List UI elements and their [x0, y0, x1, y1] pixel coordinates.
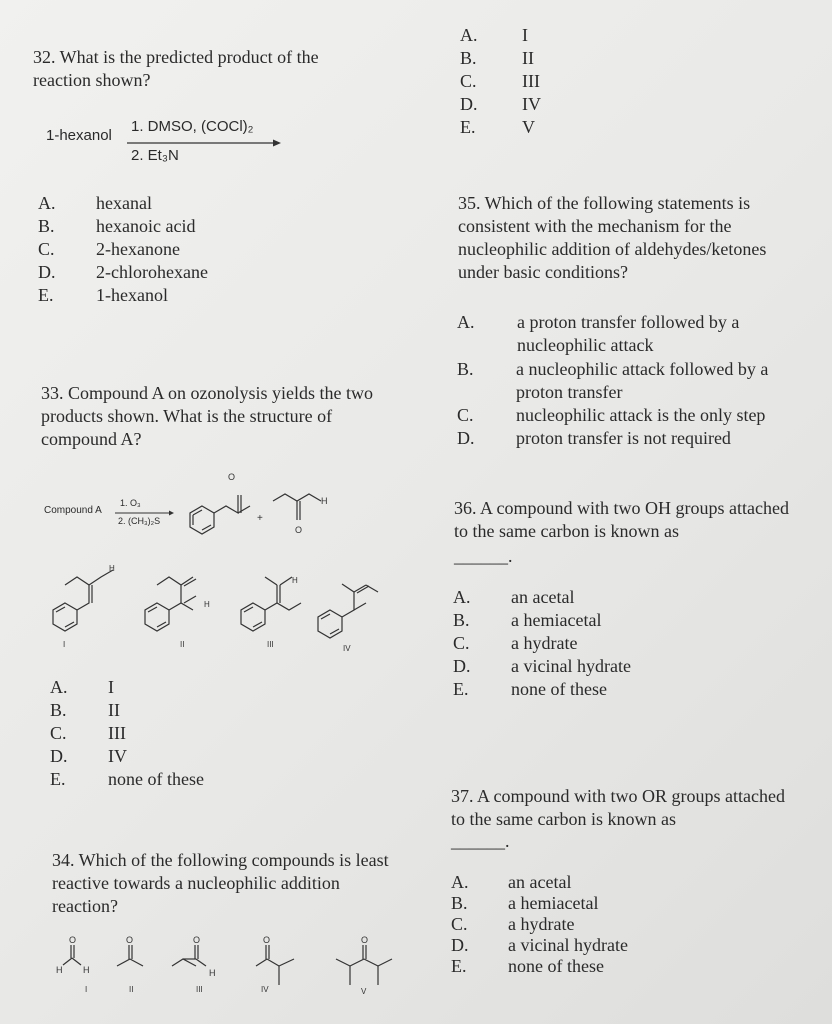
q33-option-e: none of these: [108, 769, 204, 789]
q35-option-a: a proton transfer followed by a nucleophilic attack: [517, 312, 740, 355]
q37-option-e: none of these: [508, 956, 604, 976]
q32-option-a: hexanal: [96, 193, 152, 213]
structure-label-iv: IV: [261, 985, 269, 994]
q33-option-d: IV: [108, 746, 127, 766]
product1-oxygen-label: O: [228, 472, 236, 482]
product2-oxygen-label: O: [295, 525, 303, 535]
structure-i: [53, 570, 113, 631]
structure-label-ii: II: [180, 640, 185, 649]
structure-i-hydrogen: H: [109, 564, 115, 573]
q36-stem: 36. A compound with two OH groups attached to the same carbon is known as: [454, 498, 789, 541]
q33-letter-b: B.: [50, 700, 67, 720]
q34-option-a: I: [522, 25, 528, 45]
structure-label-i: I: [63, 640, 66, 649]
q32-letter-a: A.: [38, 193, 56, 213]
structure-iv-oxygen: O: [263, 935, 271, 945]
structure-i-hydrogen-right: H: [83, 965, 90, 975]
product2-hydrogen-label: H: [321, 496, 328, 506]
q33-option-c: III: [108, 723, 126, 743]
q35-option-c: nucleophilic attack is the only step: [516, 405, 766, 425]
plus-sign: +: [257, 513, 263, 524]
structure-i-hydrogen-left: H: [56, 965, 63, 975]
q33-compound-label: Compound A: [44, 505, 102, 516]
q37-option-d: a vicinal hydrate: [508, 935, 628, 955]
q35-answer-choices: [457, 311, 817, 451]
q34-structures: [50, 930, 410, 1000]
structure-iv: [256, 945, 294, 985]
q32-letter-b: B.: [38, 216, 55, 236]
structure-iv: [318, 584, 378, 638]
q36-letter-b: B.: [453, 610, 470, 630]
q33-stem: 33. Compound A on ozonolysis yields the two products shown. What is the structure of compound A?: [41, 383, 374, 449]
structure-v-oxygen: O: [361, 935, 369, 945]
q37-letter-a: A.: [451, 872, 469, 892]
structure-ii-hydrogen: H: [204, 600, 210, 609]
q32-option-e: 1-hexanol: [96, 285, 168, 305]
q37-blank: ______.: [451, 831, 510, 851]
q33-candidate-structures: [40, 555, 390, 665]
q37-letter-b: B.: [451, 893, 468, 913]
structure-i: [63, 945, 81, 965]
q32-stem: 32. What is the predicted product of the reaction shown?: [33, 47, 319, 90]
q32-reactant: 1-hexanol: [46, 127, 112, 144]
q34-stem: 34. Which of the following compounds is least reactive towards a nucleophilic addition reaction?: [52, 850, 389, 916]
structure-label-i: I: [85, 985, 88, 994]
q33-letter-a: A.: [50, 677, 68, 697]
structure-iii-hydrogen: H: [209, 968, 216, 978]
q32-letter-d: D.: [38, 262, 56, 282]
structure-i-oxygen: O: [69, 935, 77, 945]
q37-option-a: an acetal: [508, 872, 572, 892]
q37-stem: 37. A compound with two OR groups attached to the same carbon is known as: [451, 786, 785, 829]
q34-letter-e: E.: [460, 117, 476, 137]
q36-option-d: a vicinal hydrate: [511, 656, 631, 676]
q32-option-b: hexanoic acid: [96, 216, 196, 236]
q33-letter-d: D.: [50, 746, 68, 766]
structure-ii: [145, 577, 196, 631]
structure-label-iii: III: [267, 640, 274, 649]
q33-option-b: II: [108, 700, 120, 720]
q33-letter-c: C.: [50, 723, 67, 743]
q34-option-e: V: [522, 117, 535, 137]
q34-option-b: II: [522, 48, 534, 68]
q36-letter-a: A.: [453, 587, 471, 607]
product-phenylacetone-structure: [190, 495, 250, 534]
q34-letter-d: D.: [460, 94, 478, 114]
structure-iii: [172, 945, 206, 966]
structure-label-ii: II: [129, 985, 134, 994]
q35-letter-c: C.: [457, 405, 474, 425]
q35-letter-b: B.: [457, 359, 474, 379]
q37-letter-d: D.: [451, 935, 469, 955]
q37-option-c: a hydrate: [508, 914, 575, 934]
q35-stem: 35. Which of the following statements is consistent with the mechanism for the nucleophilic addition of aldehydes/ketones under basic conditions?: [458, 193, 767, 282]
q33-products: [175, 465, 355, 545]
q34-letter-b: B.: [460, 48, 477, 68]
q36-option-c: a hydrate: [511, 633, 578, 653]
structure-label-iii: III: [196, 985, 203, 994]
q36-blank: ______.: [454, 546, 513, 566]
q32-reagent-2: 2. Et₃N: [131, 147, 179, 164]
q33-option-a: I: [108, 677, 114, 697]
q33-letter-e: E.: [50, 769, 66, 789]
q32-option-c: 2-hexanone: [96, 239, 180, 259]
q36-option-b: a hemiacetal: [511, 610, 602, 630]
q35-letter-d: D.: [457, 428, 475, 448]
q34-letter-a: A.: [460, 25, 478, 45]
structure-ii: [117, 945, 143, 966]
q32-option-d: 2-chlorohexane: [96, 262, 208, 282]
product-aldehyde-ketone-structure: [273, 494, 321, 520]
q32-reagent-1: 1. DMSO, (COCl)₂: [131, 118, 254, 135]
q32-letter-e: E.: [38, 285, 54, 305]
q36-letter-c: C.: [453, 633, 470, 653]
q34-option-d: IV: [522, 94, 541, 114]
q37-letter-c: C.: [451, 914, 468, 934]
structure-label-iv: IV: [343, 644, 351, 653]
q33-reagent-2: 2. (CH₃)₂S: [118, 516, 161, 526]
q36-option-e: none of these: [511, 679, 607, 699]
structure-v: [336, 945, 392, 985]
structure-iii: [241, 577, 301, 631]
q33-reagent-1: 1. O₃: [120, 498, 141, 508]
structure-iii-hydrogen: H: [292, 576, 298, 585]
structure-ii-oxygen: O: [126, 935, 134, 945]
q36-letter-e: E.: [453, 679, 469, 699]
q37-letter-e: E.: [451, 956, 467, 976]
q36-letter-d: D.: [453, 656, 471, 676]
q34-option-c: III: [522, 71, 540, 91]
q35-option-d: proton transfer is not required: [516, 428, 731, 448]
structure-iii-oxygen: O: [193, 935, 201, 945]
q37-option-b: a hemiacetal: [508, 893, 599, 913]
q36-option-a: an acetal: [511, 587, 575, 607]
structure-label-v: V: [361, 987, 367, 996]
q34-letter-c: C.: [460, 71, 477, 91]
q35-option-b: a nucleophilic attack followed by a proton transfer: [516, 359, 769, 402]
q32-letter-c: C.: [38, 239, 55, 259]
q35-letter-a: A.: [457, 312, 475, 332]
